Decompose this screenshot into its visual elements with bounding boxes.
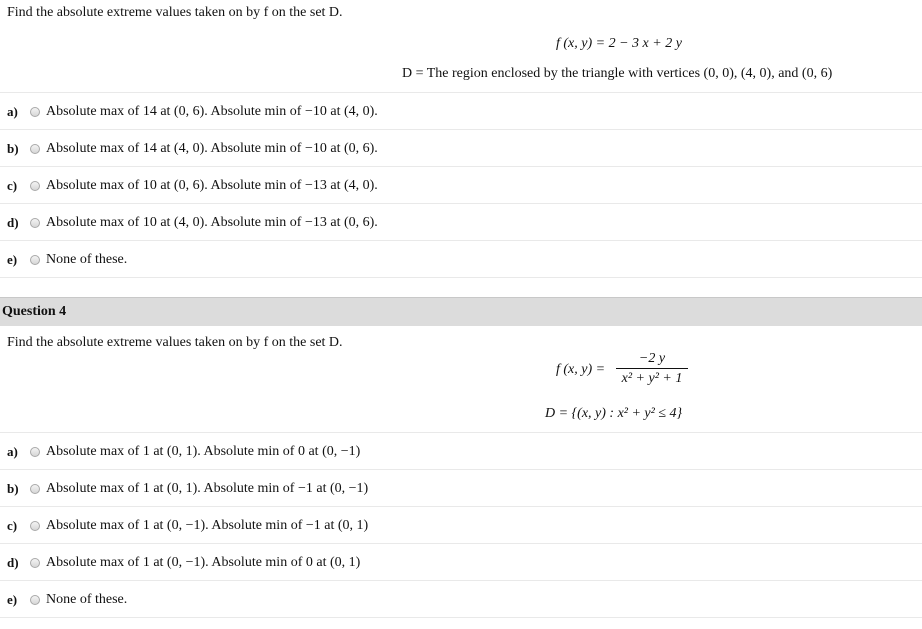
q3-prompt: Find the absolute extreme values taken on by f on the set D. — [7, 5, 343, 20]
q3-option-a[interactable] — [0, 93, 922, 130]
q4-function-fraction — [616, 350, 688, 387]
option-text: Absolute max of 1 at (0, 1). Absolute min of 0 at (0, −1) — [46, 443, 361, 459]
option-text: None of these. — [46, 251, 128, 267]
q4-option-d[interactable] — [0, 544, 922, 581]
radio-button[interactable] — [30, 144, 40, 154]
q3-function: f (x, y) = 2 − 3 x + 2 y — [556, 36, 682, 51]
question-header — [0, 297, 922, 326]
fraction-denominator: x² + y² + 1 — [621, 371, 683, 386]
q4-option-b[interactable] — [0, 470, 922, 507]
q3-domain: D = The region enclosed by the triangle with vertices (0, 0), (4, 0), and (0, 6) — [402, 66, 833, 81]
q4-option-a[interactable] — [0, 433, 922, 470]
option-letter: e) — [7, 251, 18, 267]
option-letter: d) — [7, 214, 19, 230]
radio-button[interactable] — [30, 218, 40, 228]
radio-button[interactable] — [30, 521, 40, 531]
option-letter: a) — [7, 443, 18, 459]
radio-button[interactable] — [30, 447, 40, 457]
question-title: Question 4 — [2, 304, 67, 319]
q4-option-c[interactable] — [0, 507, 922, 544]
q4-prompt: Find the absolute extreme values taken on by f on the set D. — [7, 335, 343, 350]
option-text: Absolute max of 10 at (0, 6). Absolute min of −13 at (4, 0). — [46, 177, 378, 193]
option-text: Absolute max of 10 at (4, 0). Absolute min of −13 at (0, 6). — [46, 214, 378, 230]
radio-button[interactable] — [30, 484, 40, 494]
divider — [0, 617, 922, 618]
radio-button[interactable] — [30, 181, 40, 191]
option-text: Absolute max of 1 at (0, −1). Absolute min of −1 at (0, 1) — [46, 517, 369, 533]
radio-button[interactable] — [30, 595, 40, 605]
fraction-bar — [616, 368, 688, 369]
q4-option-e[interactable] — [0, 581, 922, 618]
divider — [0, 277, 922, 278]
option-text: None of these. — [46, 591, 128, 607]
option-text: Absolute max of 1 at (0, 1). Absolute min of −1 at (0, −1) — [46, 480, 369, 496]
radio-button[interactable] — [30, 558, 40, 568]
option-letter: c) — [7, 517, 18, 533]
q4-domain: D = {(x, y) : x² + y² ≤ 4} — [545, 406, 683, 421]
option-letter: e) — [7, 591, 18, 607]
q4-function-lhs: f (x, y) = — [556, 362, 606, 377]
radio-button[interactable] — [30, 107, 40, 117]
q3-option-e[interactable] — [0, 241, 922, 278]
option-letter: a) — [7, 103, 18, 119]
option-letter: d) — [7, 554, 19, 570]
option-text: Absolute max of 14 at (0, 6). Absolute min of −10 at (4, 0). — [46, 103, 378, 119]
option-text: Absolute max of 1 at (0, −1). Absolute min of 0 at (0, 1) — [46, 554, 361, 570]
q3-option-b[interactable] — [0, 130, 922, 167]
option-letter: c) — [7, 177, 18, 193]
fraction-numerator: −2 y — [638, 351, 666, 366]
option-letter: b) — [7, 140, 19, 156]
option-letter: b) — [7, 480, 19, 496]
radio-button[interactable] — [30, 255, 40, 265]
option-text: Absolute max of 14 at (4, 0). Absolute min of −10 at (0, 6). — [46, 140, 378, 156]
q3-option-d[interactable] — [0, 204, 922, 241]
q3-option-c[interactable] — [0, 167, 922, 204]
